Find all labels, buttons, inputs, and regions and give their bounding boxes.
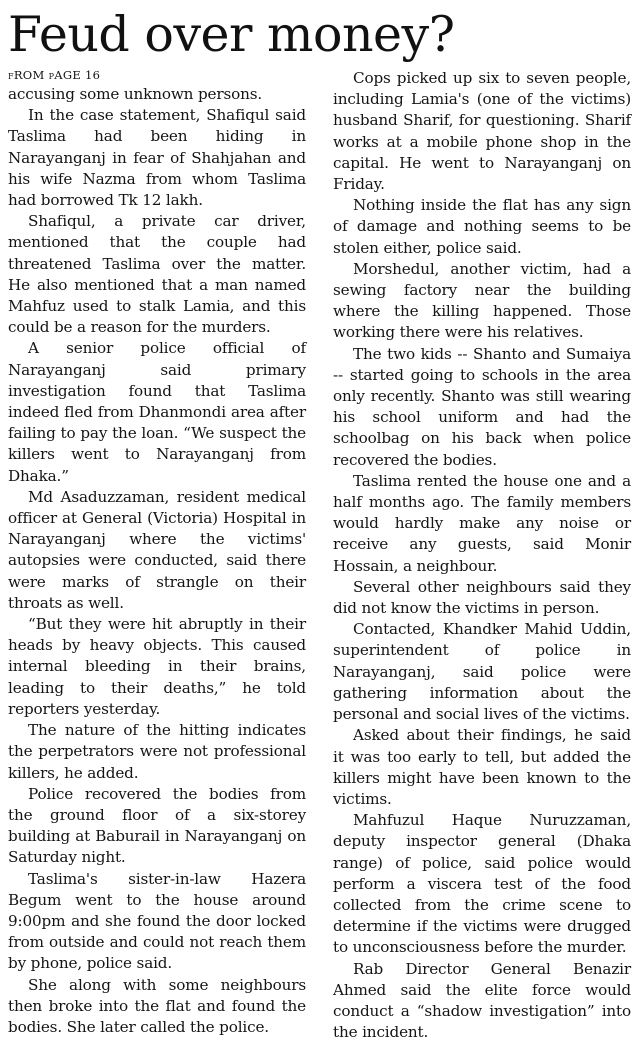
paragraph: Taslima rented the house one and a half months ago. The family members would hardly make any noise or receive any guests, said Monir Hossain, a neighbour. (333, 471, 631, 575)
paragraph: The nature of the hitting indicates the perpetrators were not professional killers, he added. (8, 721, 306, 782)
headline: Feud over money? (8, 6, 455, 63)
paragraph: Contacted, Khandker Mahid Uddin, superintendent of police in Narayanganj, said police were gathering information about the personal and social lives of the victims. (333, 620, 631, 724)
paragraph: “But they were hit abruptly in their heads by heavy objects. This caused internal bleeding in their brains, leading to their deaths,” he told reporters yesterday. (8, 615, 306, 718)
paragraph: accusing some unknown persons. (8, 85, 263, 103)
paragraph: The two kids -- Shanto and Sumaiya -- started going to schools in the area only recently. Shanto was still wearing his school uniform and had the schoolbag on his back when police recovered the bodies. (333, 344, 631, 469)
paragraph: Morshedul, another victim, had a sewing factory near the building where the killing happened. Those working there were his relatives. (333, 259, 631, 342)
paragraph: Shafiqul, a private car driver, mentioned that the couple had threatened Taslima over the matter. He also mentioned that a man named Mahfuz used to stalk Lamia, and this could be a reason for the murders. (8, 212, 306, 337)
paragraph: Md Asaduzzaman, resident medical officer at General (Victoria) Hospital in Narayanganj where the victims' autopsies were conducted, said there were marks of strangle on their throats as well. (8, 487, 306, 612)
jump-line: fROM pAGE 16 (8, 68, 101, 82)
paragraph: In the case statement, Shafiqul said Taslima had been hiding in Narayanganj in fear of Shahjahan and his wife Nazma from whom Taslima had borrowed Tk 12 lakh. (8, 106, 306, 210)
paragraph: Police recovered the bodies from the ground floor of a six-storey building at Baburail in Narayanganj on Saturday night. (8, 784, 306, 867)
paragraph: Mahfuzul Haque Nuruzzaman, deputy inspector general (Dhaka range) of police, said police would perform a viscera test of the food collected from the crime scene to determine if the victims were drugged to unconsciousness before the murder. (333, 811, 631, 957)
paragraph: A senior police official of Narayanganj said primary investigation found that Taslima indeed fled from Dhanmondi area after failing to pay the loan. “We suspect the killers went to Narayanganj from Dhaka.” (8, 339, 306, 485)
article-columns (8, 68, 631, 1043)
paragraph: Nothing inside the flat has any sign of damage and nothing seems to be stolen either, police said. (333, 196, 631, 257)
paragraph: Taslima's sister-in-law Hazera Begum went to the house around 9:00pm and she found the door locked from outside and could not reach them by phone, police said. (8, 869, 306, 973)
column-left (8, 68, 306, 1043)
column-right (333, 68, 631, 1043)
paragraph: Several other neighbours said they did not know the victims in person. (333, 577, 631, 618)
paragraph: Asked about their findings, he said it was too early to tell, but added the killers might have been known to the victims. (333, 726, 631, 808)
paragraph: Rab Director General Benazir Ahmed said the elite force would conduct a “shadow investigation” into the incident. (333, 959, 631, 1042)
paragraph: Cops picked up six to seven people, including Lamia's (one of the victims) husband Sharif, for questioning. Sharif works at a mobile phone shop in the capital. He went to Narayanganj on Friday. (333, 69, 631, 194)
paragraph: She along with some neighbours then broke into the flat and found the bodies. She later called the police. (8, 975, 306, 1036)
